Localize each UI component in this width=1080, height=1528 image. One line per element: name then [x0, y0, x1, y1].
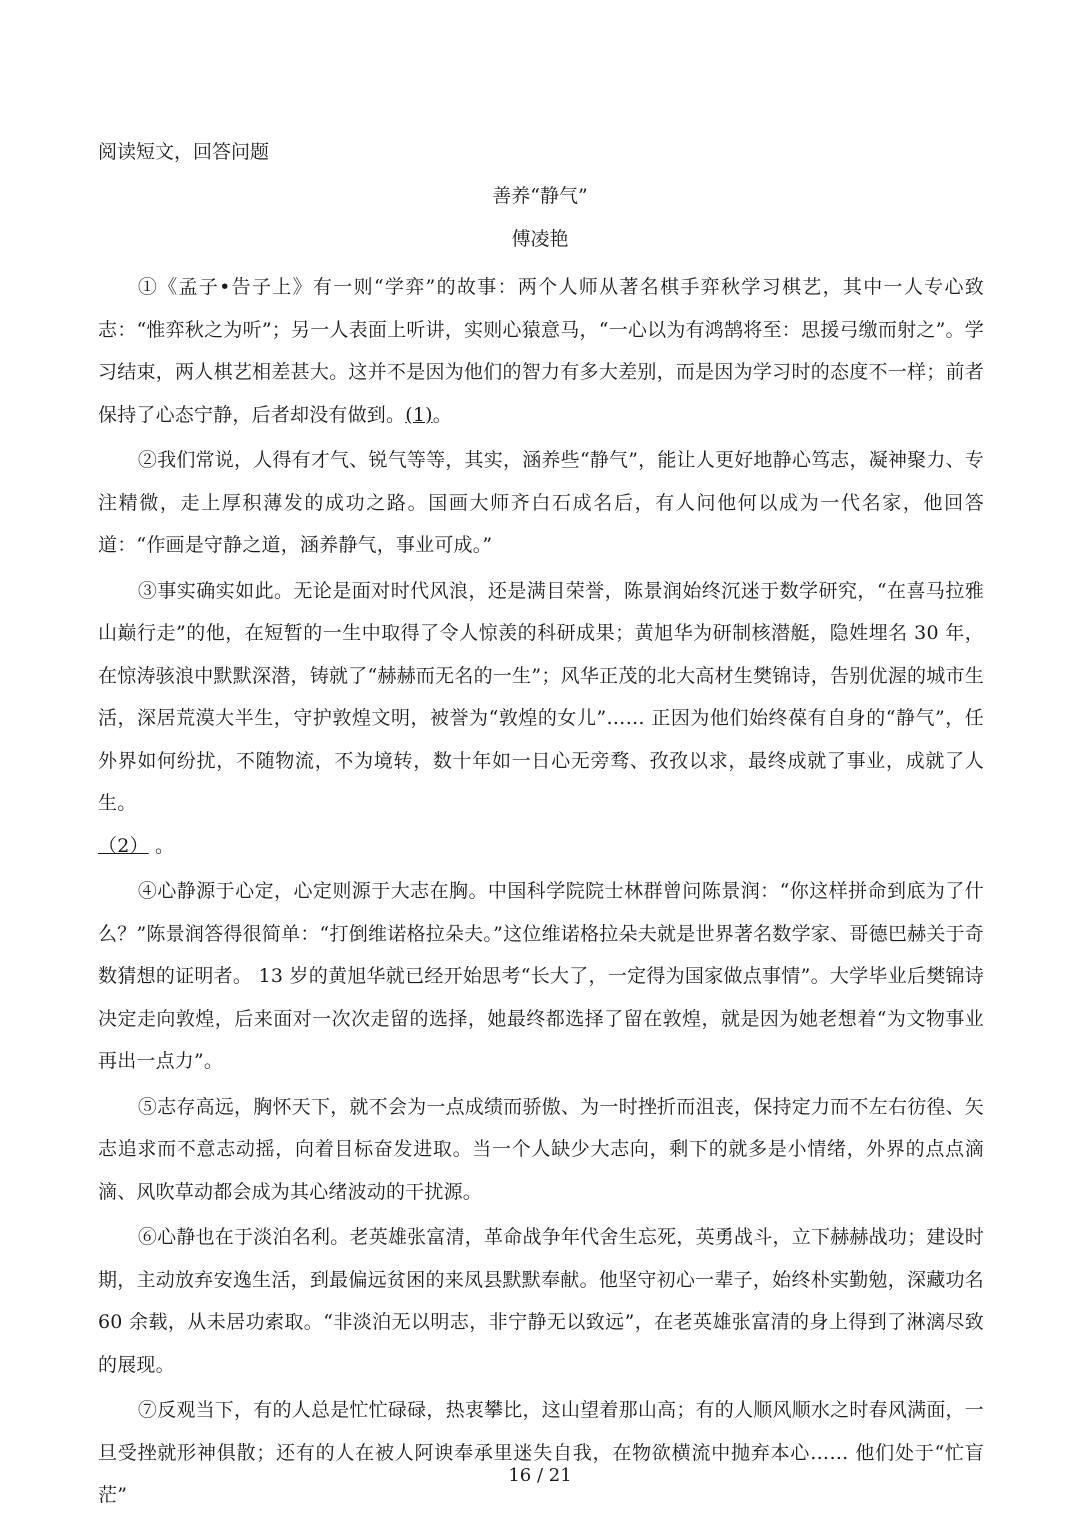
paragraph-4 — [98, 870, 984, 1083]
paragraph-text: ③事实确实如此。无论是面对时代风浪，还是满目荣誉，陈景润始终沉迷于数学研究，“在喜马拉雅山巅行走”的他，在短暂的一生中取得了令人惊羡的科研成果；黄旭华为研制核潜艇，隐姓埋名 30 年，在惊涛骇浪中默默深潜，铸就了“赫赫而无名的一生”；风华正茂的北大高材生樊锦诗，告别优渥的城市生活，深居荒漠大半生，守护敦煌文明，被誉为“敦煌的女儿”…… 正因为他们始终葆有自身的“静气”，任外界如何纷扰，不随物流，不为境转，数十年如一日心无旁骛、孜孜以求，最终成就了事业，成就了人生。 — [98, 579, 984, 814]
article-author: 傅凌艳 — [511, 228, 569, 250]
paragraph-1 — [98, 266, 984, 436]
paragraph-3 — [98, 570, 984, 868]
paragraph-5 — [98, 1086, 984, 1214]
paragraph-end: 。 — [148, 834, 175, 857]
answer-blank-1: (1) — [405, 403, 433, 426]
paragraph-text: ④心静源于心定，心定则源于大志在胸。中国科学院院士林群曾问陈景润：“你这样拼命到底为了什么？”陈景润答得很简单：“打倒维诺格拉朵夫。”这位维诺格拉朵夫就是世界著名数学家、哥德巴赫关于奇数猜想的证明者。 13 岁的黄旭华就已经开始思考“长大了，一定得为国家做点事情”。大学毕业后樊锦诗决定走向敦煌，后来面对一次次走留的选择，她最终都选择了留在敦煌，就是因为她老想着“为文物事业再出一点力”。 — [98, 880, 984, 1072]
paragraph-7 — [98, 1389, 984, 1517]
paragraph-text: ⑦反观当下，有的人总是忙忙碌碌，热衷攀比，这山望着那山高；有的人顺风顺水之时春风满面，一旦受挫就形神俱散；还有的人在被人阿谀奉承里迷失自我，在物欲横流中抛弃本心…… 他们处于“忙盲茫” — [98, 1399, 984, 1506]
page-number: 16 / 21 — [508, 1465, 572, 1486]
paragraph-text: ②我们常说，人得有才气、锐气等等，其实，涵养些“静气”，能让人更好地静心笃志，凝神聚力、专注精微，走上厚积薄发的成功之路。国画大师齐白石成名后，有人问他何以成为一代名家，他回答道：“作画是守静之道，涵养静气，事业可成。” — [98, 449, 984, 556]
paragraph-6 — [98, 1216, 984, 1386]
article-title: 善养“静气” — [492, 185, 588, 207]
paragraph-end: 。 — [432, 403, 452, 426]
paragraph-2 — [98, 439, 984, 567]
paragraph-text: ⑥心静也在于淡泊名利。老英雄张富清，革命战争年代舍生忘死，英勇战斗，立下赫赫战功；建设时期，主动放弃安逸生活，到最偏远贫困的来凤县默默奉献。他坚守初心一辈子，始终朴实勤勉，深藏功名 60 余载，从未居功索取。“非淡泊无以明志，非宁静无以致远”，在老英雄张富清的身上得到了淋漓尽致的展现。 — [98, 1226, 984, 1376]
paragraph-text: ⑤志存高远，胸怀天下，就不会为一点成绩而骄傲、为一时挫折而沮丧，保持定力而不左右彷徨、矢志追求而不意志动摇，向着目标奋发进取。当一个人缺少大志向，剩下的就多是小情绪，外界的点点滴滴、风吹草动都会成为其心绪波动的干扰源。 — [98, 1095, 984, 1203]
paragraph-text: ①《孟子•告子上》有一则“学弈”的故事：两个人师从著名棋手弈秋学习棋艺，其中一人专心致志：“惟弈秋之为听”；另一人表面上听讲，实则心猿意马，“一心以为有鸿鹄将至：思援弓缴而射之”。学习结束，两人棋艺相差甚大。这并不是因为他们的智力有多大差别，而是因为学习时的态度不一样；前者保持了心态宁静，后者却没有做到。 — [98, 276, 984, 426]
answer-blank-2: （2） — [98, 834, 149, 857]
instruction-text: 阅读短文，回答问题 — [98, 141, 270, 163]
article-body — [98, 266, 984, 1520]
